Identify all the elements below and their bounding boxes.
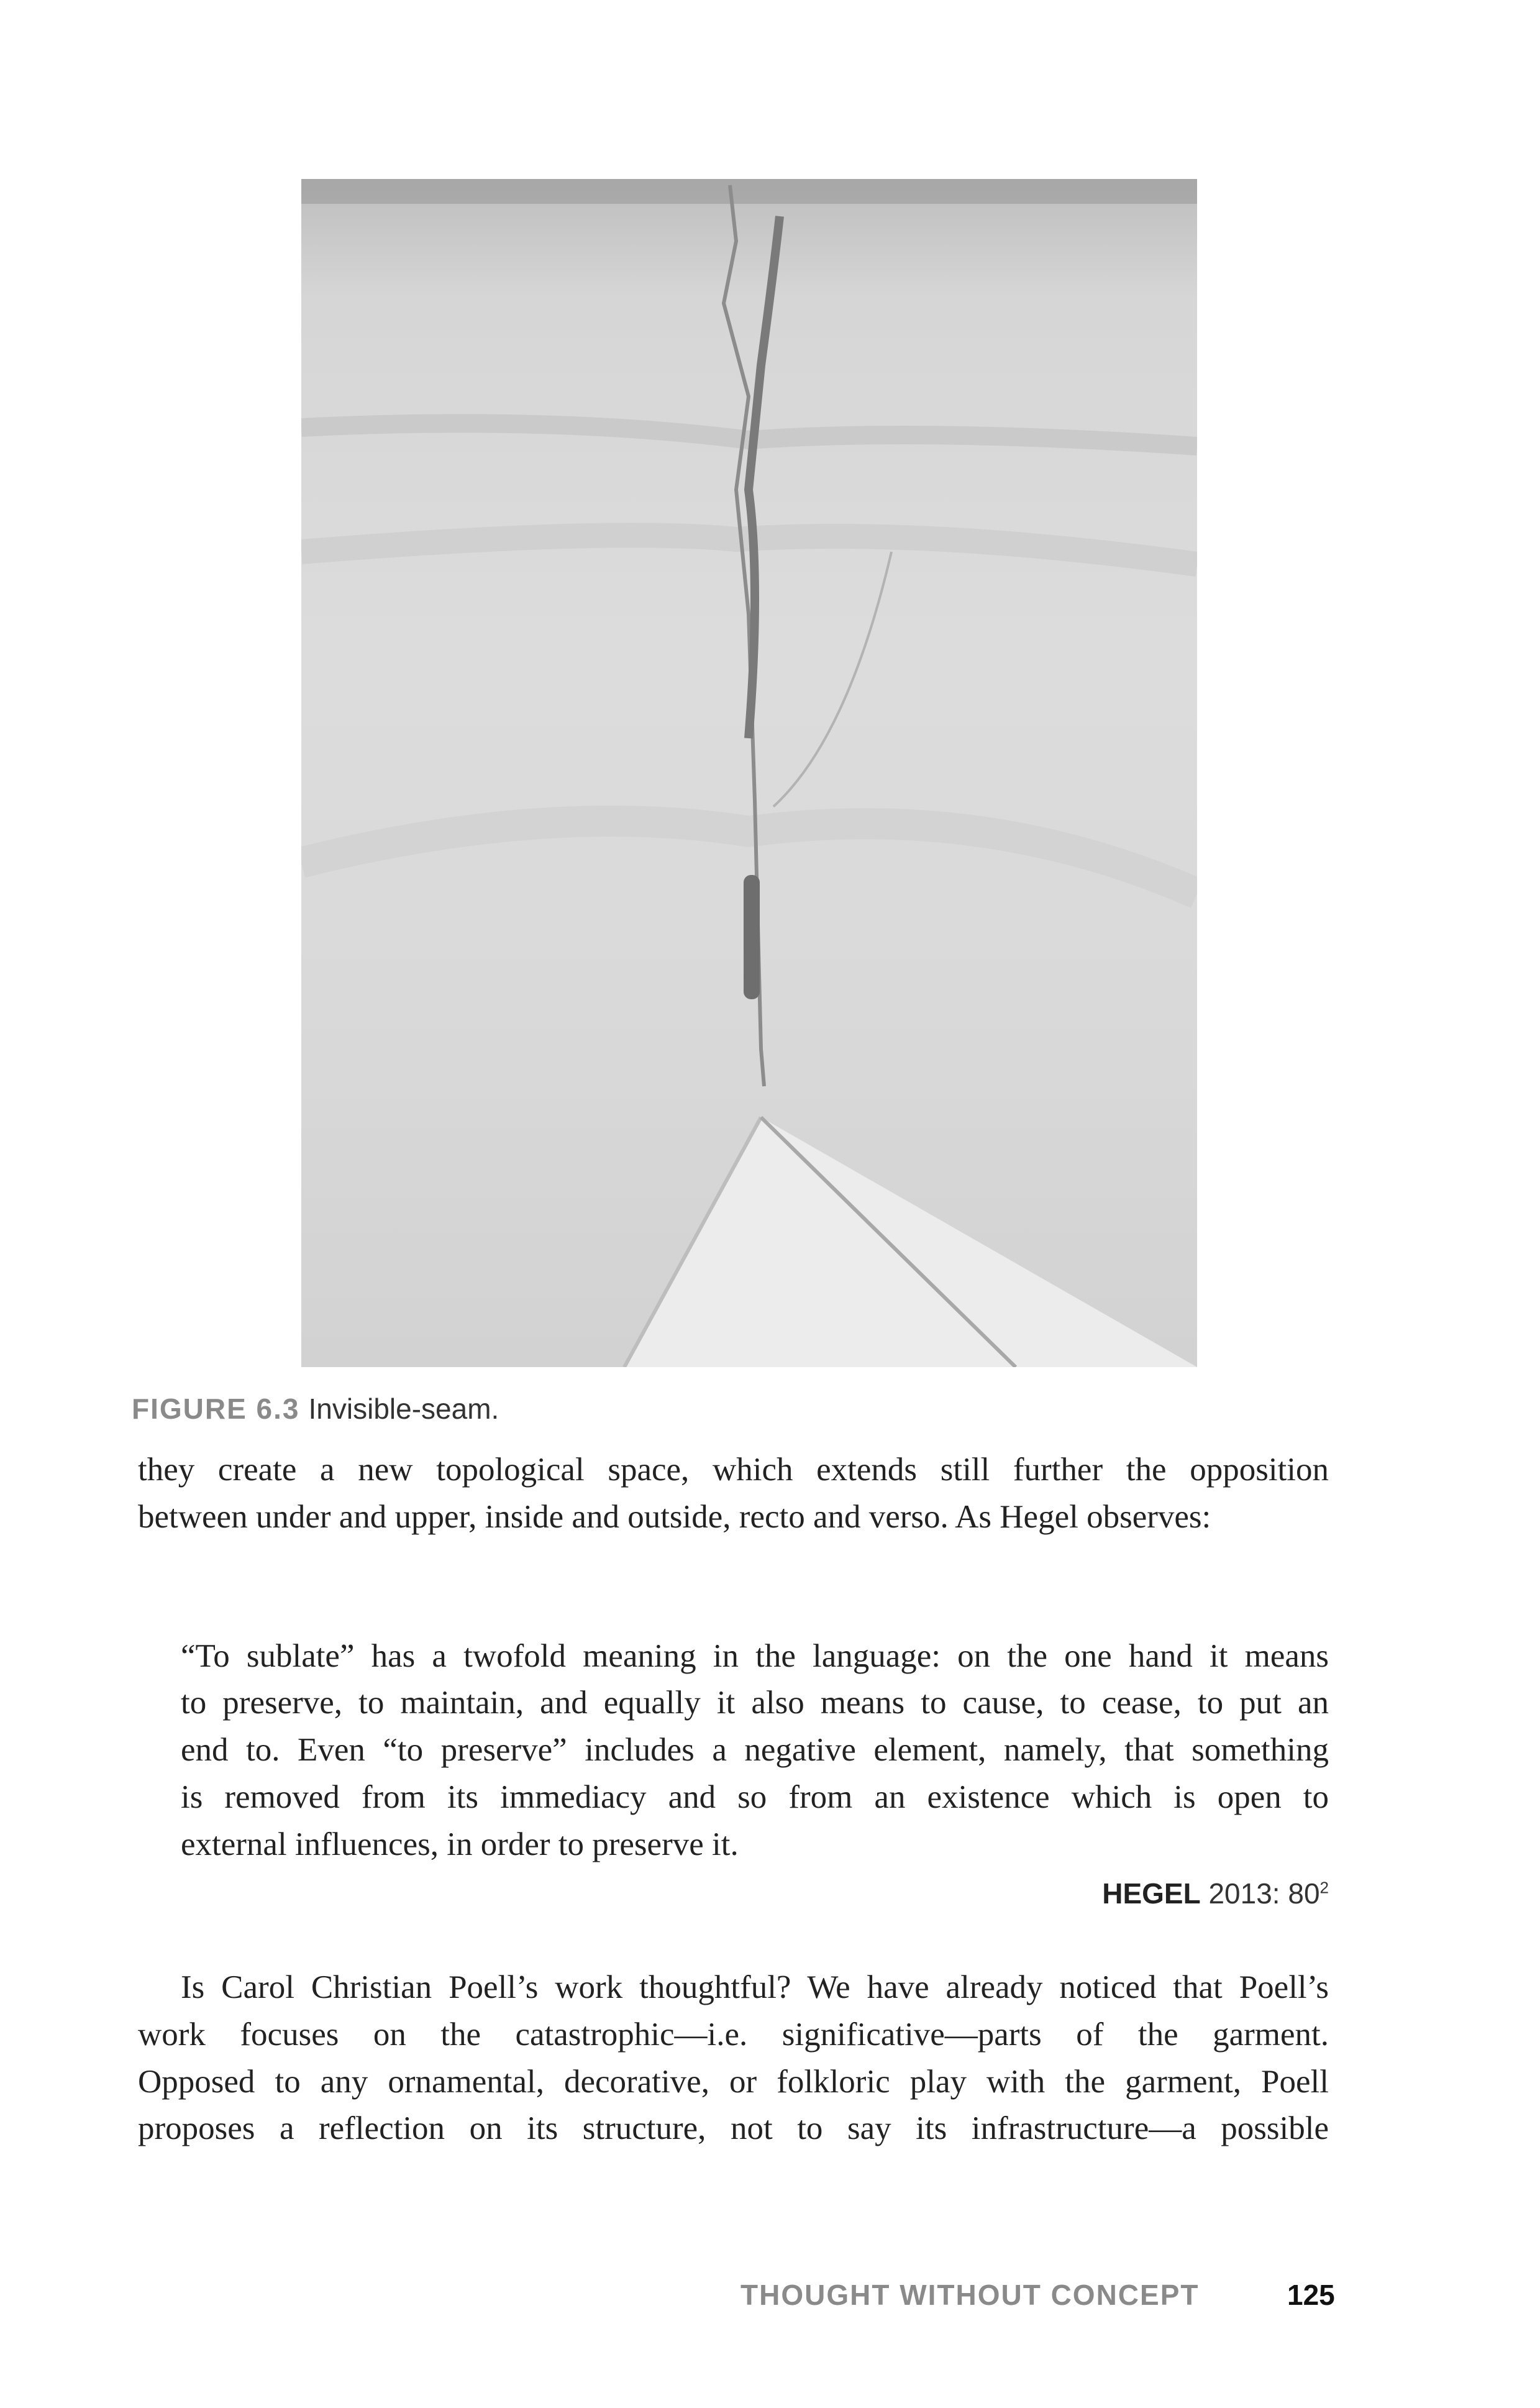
running-head: THOUGHT WITHOUT CONCEPT	[740, 2279, 1200, 2311]
citation-author: HEGEL	[1102, 1877, 1201, 1910]
figure-caption-text: Invisible-seam.	[308, 1393, 499, 1425]
footnote-marker[interactable]: 2	[1319, 1878, 1329, 1897]
paragraph-line: between under and upper, inside and outside, recto and verso. As Hegel observes:	[138, 1499, 1211, 1535]
paragraph-line: work focuses on the catastrophic—i.e. significative—parts of the garment.	[138, 2017, 1329, 2053]
block-quote-line: end to. Even “to preserve” includes a negative element, namely, that something	[181, 1732, 1329, 1768]
citation-ref: 2013: 80	[1208, 1877, 1320, 1910]
paragraph-line: proposes a reflection on its structure, not to say its infrastructure—a possible	[138, 2110, 1329, 2146]
paragraph-line: Is Carol Christian Poell’s work thoughtful? We have already noticed that Poell’s	[181, 1969, 1329, 2005]
block-quote-line: is removed from its immediacy and so from an existence which is open to	[181, 1779, 1329, 1815]
figure-photo-invisible-seam	[301, 179, 1197, 1367]
garment-photo-illustration	[301, 179, 1197, 1367]
block-quote-line: “To sublate” has a twofold meaning in the language: on the one hand it means	[181, 1638, 1329, 1674]
figure-caption	[132, 1392, 499, 1426]
page-footer	[740, 2278, 1335, 2312]
page-number: 125	[1287, 2279, 1335, 2311]
quote-citation	[1102, 1877, 1329, 1910]
paragraph-line: Opposed to any ornamental, decorative, or folkloric play with the garment, Poell	[138, 2064, 1329, 2100]
figure-label: FIGURE 6.3	[132, 1393, 300, 1425]
paragraph-line: they create a new topological space, which extends still further the opposition	[138, 1452, 1329, 1488]
block-quote-line: to preserve, to maintain, and equally it also means to cause, to cease, to put an	[181, 1685, 1329, 1721]
block-quote-line: external influences, in order to preserve it.	[181, 1826, 739, 1862]
